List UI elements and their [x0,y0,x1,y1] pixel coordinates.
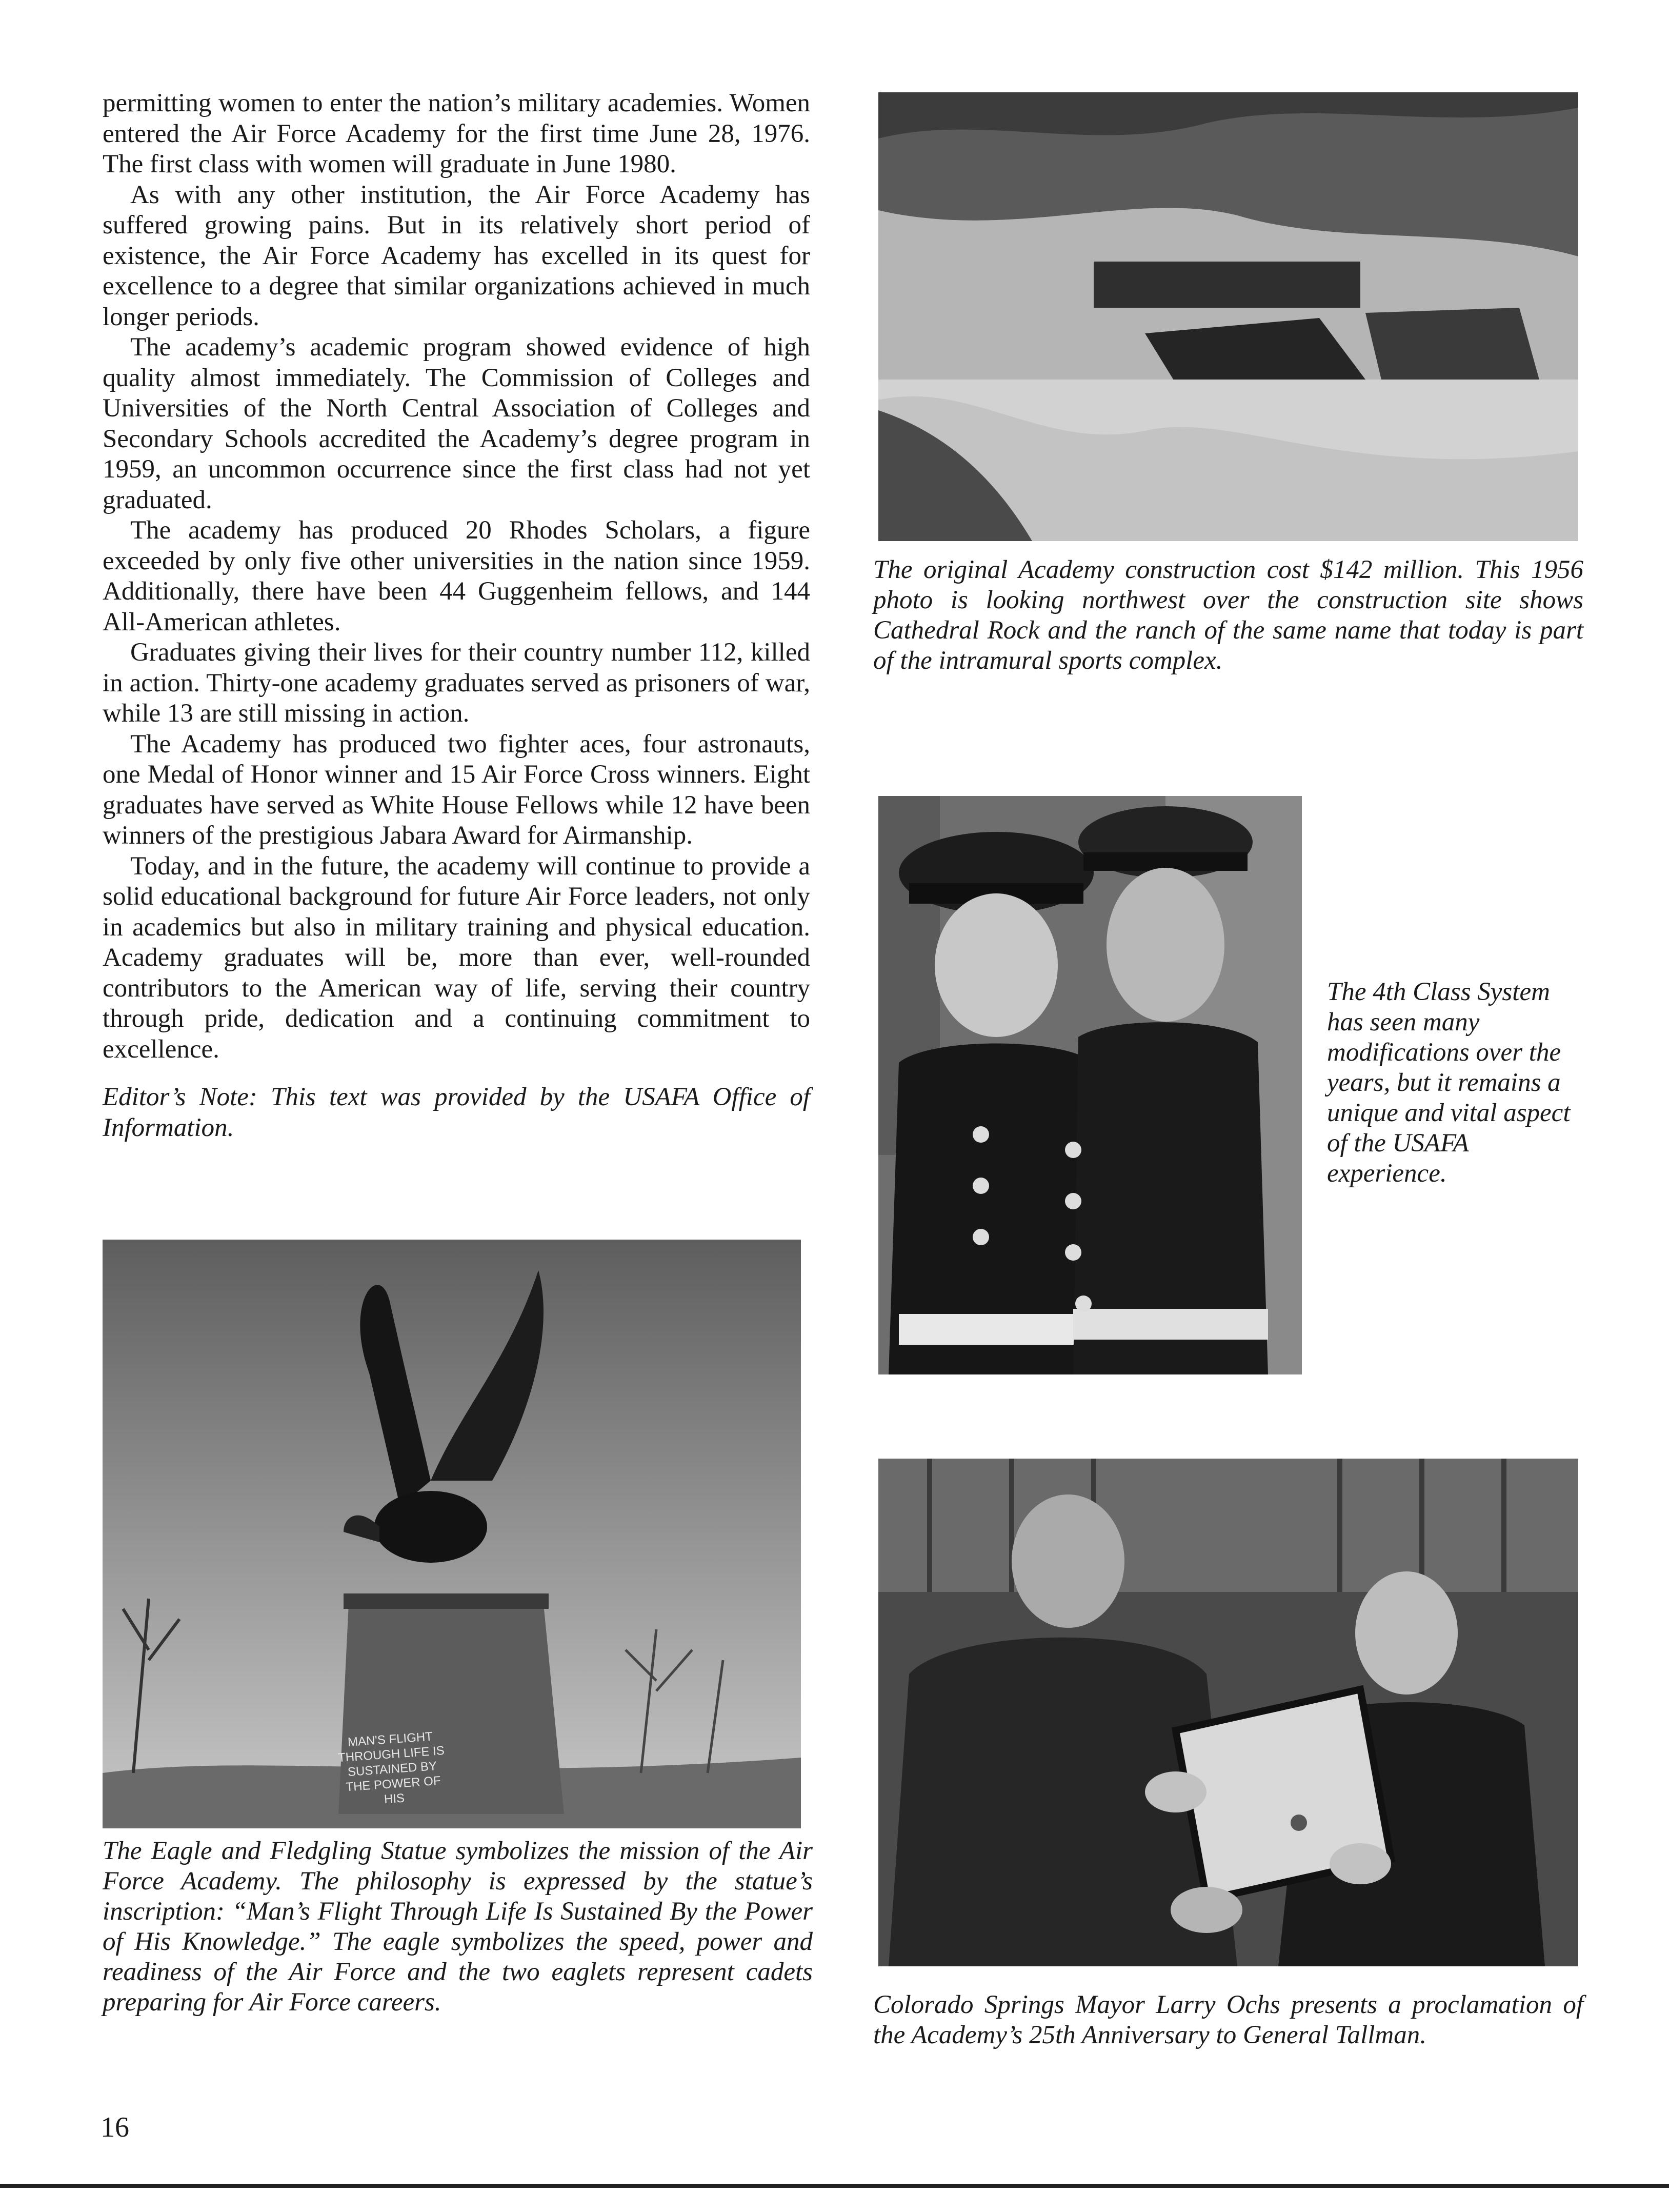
cadets-caption: The 4th Class System has seen many modifications over the years, but it remains a unique and vital aspect of the USAFA experience. [1327,978,1571,1188]
article-paragraph: The academy’s academic program showed evidence of high quality almost immediately. The Commission of Colleges and Universities of the North Central Association of Colleges and Secondary Schools accredited the Academy’s degree program in 1959, an uncommon occurrence since the first class had not yet graduated. [103,333,810,514]
article-paragraph: The academy has produced 20 Rhodes Scholars, a figure exceeded by only five other universities in the nation since 1959. Additionally, there have been 44 Guggenheim fellows, and 144 All-American athletes. [103,516,810,636]
cadets-photo-image [878,796,1302,1374]
construction-caption: The original Academy construction cost $142 million. This 1956 photo is looking northwest over the construction site shows Cathedral Rock and the ranch of the same name that today is part of the intramural sports complex. [873,555,1583,675]
article-paragraph: Today, and in the future, the academy will continue to provide a solid educational background for future Air Force leaders, not only in academics but also in military training and physical education. Academy graduates will be, more than ever, well-rounded contributors to the American way of life, serving their country through pride, dedication and a continuing commitment to excellence. [103,851,810,1064]
article-paragraph: Graduates giving their lives for their country number 112, killed in action. Thirty-one academy graduates served as prisoners of war, while 13 are still missing in action. [103,638,810,728]
cadets-photo [878,796,1302,1374]
editor-note: Editor’s Note: This text was provided by the USAFA Office of Information. [103,1083,810,1142]
proclamation-photo-image [878,1459,1578,1966]
bottom-rule [0,2184,1669,2188]
proclamation-photo [878,1459,1578,1966]
proclamation-caption: Colorado Springs Mayor Larry Ochs presents a proclamation of the Academy’s 25th Anniversary to General Tallman. [873,1990,1583,2049]
page-number: 16 [100,2111,129,2143]
eagle-statue-image [103,1240,801,1828]
statue-inscription: MAN'S FLIGHT THROUGH LIFE IS SUSTAINED BY THE POWER OF HIS [337,1729,445,1807]
article-body [103,88,810,1143]
article-paragraph: The Academy has produced two fighter aces, four astronauts, one Medal of Honor winner and 15 Air Force Cross winners. Eight graduates have served as White House Fellows while 12 have been winners of the prestigious Jabara Award for Airmanship. [103,729,810,850]
eagle-statue-photo [103,1240,801,1828]
eagle-statue-caption: The Eagle and Fledgling Statue symbolizes the mission of the Air Force Academy. The philosophy is expressed by the statue’s inscription: “Man’s Flight Through Life Is Sustained By the Power of His Knowledge.” The eagle symbolizes the speed, power and readiness of the Air Force and the two eaglets represent cadets preparing for Air Force careers. [103,1837,813,2017]
article-paragraph: As with any other institution, the Air Force Academy has suffered growing pains. But in its relatively short period of existence, the Air Force Academy has excelled in its quest for excellence to a degree that similar organizations achieved in much longer periods. [103,180,810,331]
construction-photo-image [878,92,1578,541]
article-paragraph: permitting women to enter the nation’s military academies. Women entered the Air Force Academy for the first time June 28, 1976. The first class with women will graduate in June 1980. [103,89,810,178]
construction-photo [878,92,1578,541]
